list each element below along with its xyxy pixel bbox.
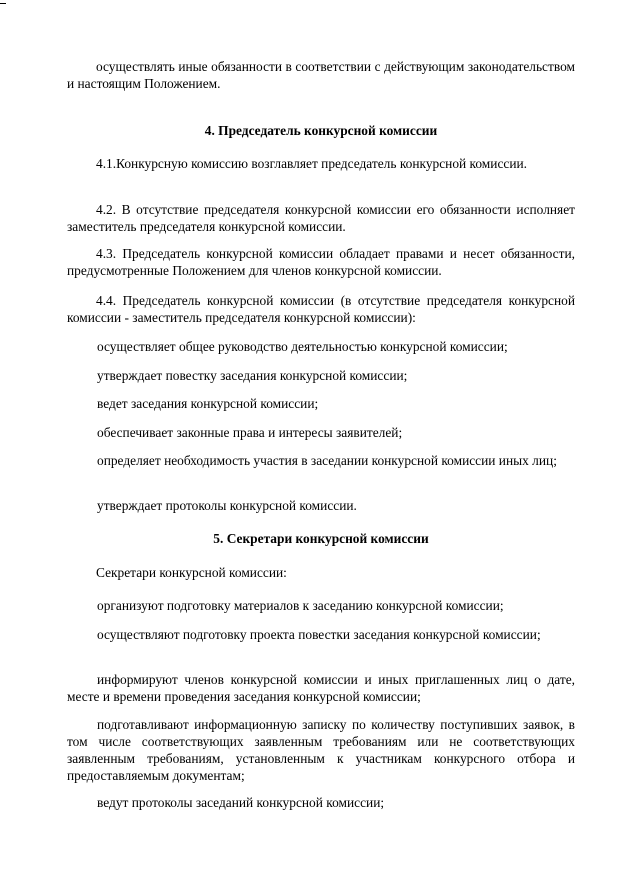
list-item: осуществляет общее руководство деятельностью конкурсной комиссии;: [97, 339, 508, 354]
list-item: организуют подготовку материалов к заседанию конкурсной комиссии;: [97, 598, 504, 613]
paragraph-4-3: 4.3. Председатель конкурсной комиссии обладает правами и несет обязанности, предусмотренные Положением для членов конкурсной комиссии.: [67, 246, 575, 278]
list-item: ведут протоколы заседаний конкурсной комиссии;: [97, 795, 385, 810]
list-item: обеспечивает законные права и интересы заявителей;: [97, 425, 403, 440]
list-item: ведет заседания конкурсной комиссии;: [97, 396, 319, 411]
paragraph-4-4: 4.4. Председатель конкурсной комиссии (в отсутствие председателя конкурсной комиссии - заместитель председателя конкурсной комиссии):: [67, 293, 575, 325]
page-corner-mark: [0, 3, 6, 4]
list-item: определяет необходимость участия в заседании конкурсной комиссии иных лиц;: [97, 453, 557, 468]
paragraph-4-1: 4.1.Конкурсную комиссию возглавляет председатель конкурсной комиссии.: [96, 156, 528, 171]
intro-paragraph: осуществлять иные обязанности в соответствии с действующим законодательством и настоящим Положением.: [67, 59, 575, 91]
section-5-heading: 5. Секретари конкурсной комиссии: [213, 531, 429, 546]
paragraph-4-2: 4.2. В отсутствие председателя конкурсной комиссии его обязанности исполняет заместитель председателя конкурсной комиссии.: [67, 202, 575, 234]
list-item: утверждает повестку заседания конкурсной комиссии;: [97, 368, 408, 383]
section-5-intro: Секретари конкурсной комиссии:: [96, 565, 287, 580]
section-4-heading: 4. Председатель конкурсной комиссии: [204, 123, 438, 138]
list-item: подготавливают информационную записку по количеству поступивших заявок, в том числе соответствующих заявленным требованиям или не соответствующих заявленным требованиям, установленным к участникам конкурсного отбора и предоставляемым документам;: [67, 717, 575, 783]
list-item: информируют членов конкурсной комиссии и иных приглашенных лиц о дате, месте и времени проведения заседания конкурсной комиссии;: [67, 672, 575, 704]
list-item: утверждает протоколы конкурсной комиссии.: [97, 498, 357, 513]
list-item: осуществляют подготовку проекта повестки заседания конкурсной комиссии;: [97, 627, 541, 642]
